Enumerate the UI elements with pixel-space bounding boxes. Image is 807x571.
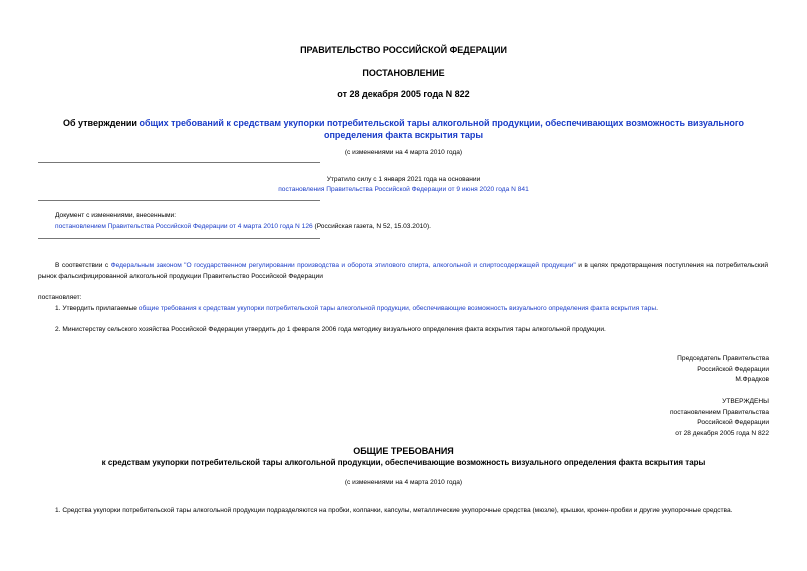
- expired-notice: Утратило силу с 1 января 2021 года на основании: [326, 176, 481, 183]
- changes-line: [55, 222, 775, 231]
- date-number-heading: от 28 декабря 2005 года N 822: [337, 89, 470, 99]
- requirements-point-1: 1. Средства укупорки потребительской тары алкогольной продукции подразделяются на пробки, колпачки, капсулы, металлические укупорочные средства (мюзле), крышки, кронен-пробки и другие укупорочные средства.: [55, 507, 733, 514]
- requirements-title: ОБЩИЕ ТРЕБОВАНИЯ: [353, 446, 454, 456]
- approval-line-4: от 28 декабря 2005 года N 822: [675, 429, 769, 437]
- title-prefix: Об утверждении: [62, 118, 140, 128]
- item-1: [55, 304, 775, 313]
- changes-decree-link[interactable]: постановлением Правительства Российской Федерации от 4 марта 2010 года N 126: [55, 223, 313, 230]
- amended-note: (с изменениями на 4 марта 2010 года): [344, 149, 463, 156]
- divider: [38, 200, 320, 201]
- preamble-paragraph: [38, 261, 768, 282]
- divider: [38, 238, 320, 239]
- general-requirements-link[interactable]: общие требования к средствам укупорки потребительской тары алкогольной продукции, обеспечивающие возможность визуального определения факта вскрытия тары: [138, 305, 657, 312]
- changes-label: Документ с изменениями, внесенными:: [55, 212, 177, 219]
- requirements-subtitle: к средствам укупорки потребительской тары алкогольной продукции, обеспечивающие возможность визуального определения факта вскрытия тары: [101, 458, 706, 467]
- approval-line-2: постановлением Правительства: [669, 408, 769, 416]
- expired-link-line: [0, 185, 807, 194]
- federal-law-link[interactable]: Федеральным законом "О государственном регулировании производства и оборота этилового спирта, алкогольной и спиртосодержащей продукции": [110, 262, 576, 269]
- approval-heading: УТВЕРЖДЕНЫ: [722, 398, 769, 405]
- doc-type-heading: ПОСТАНОВЛЕНИЕ: [362, 68, 445, 78]
- expired-decree-link[interactable]: постановления Правительства Российской Федерации от 9 июня 2020 года N 841: [278, 186, 529, 193]
- signature-name: М.Фрадков: [735, 376, 769, 383]
- signature-title-cont: Российской Федерации: [697, 365, 769, 373]
- signature-block: [677, 354, 769, 386]
- title-link-part1[interactable]: общих требований к средствам укупорки потребительской тары алкогольной продукции, обеспечивающих возможность визуального: [139, 118, 745, 128]
- preamble-text-end: и в целях предотвращения поступления на потребительский рынок фальсифицированной алкогольной продукции Правительство Российской Федерации: [38, 262, 769, 280]
- title-link-part2[interactable]: определения факта вскрытия тары: [323, 130, 484, 140]
- preamble-text-start: В соответствии с: [55, 262, 111, 269]
- signature-title: Председатель Правительства: [677, 355, 769, 362]
- changes-suffix: (Российская газета, N 52, 15.03.2010).: [312, 223, 431, 230]
- resolves-label: постановляет:: [38, 294, 82, 301]
- item-1-suffix: .: [656, 305, 658, 312]
- government-heading: ПРАВИТЕЛЬСТВО РОССИЙСКОЙ ФЕДЕРАЦИИ: [300, 45, 507, 55]
- item-2: 2. Министерству сельского хозяйства Российской Федерации утвердить до 1 февраля 2006 года методику визуального определения факта вскрытия тары алкогольной продукции.: [55, 326, 606, 333]
- approval-block: [670, 397, 769, 439]
- document-title: [0, 117, 807, 141]
- divider: [38, 162, 320, 163]
- item-1-prefix: 1. Утвердить прилагаемые: [55, 305, 139, 312]
- requirements-amended-note: (с изменениями на 4 марта 2010 года): [344, 479, 463, 486]
- approval-line-3: Российской Федерации: [697, 419, 769, 426]
